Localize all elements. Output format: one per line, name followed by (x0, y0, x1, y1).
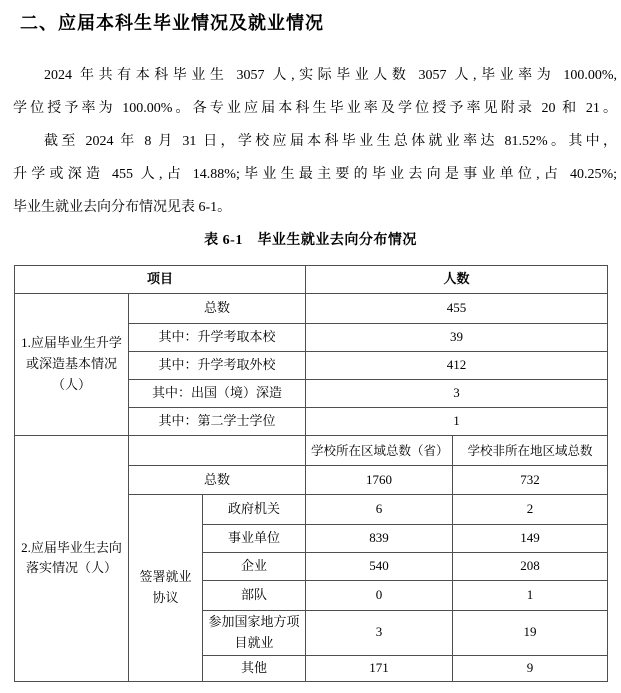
row-label: 其中：升学考取本校 (129, 324, 306, 352)
row-value-local: 540 (306, 553, 453, 581)
subheader-nonlocal: 学校非所在地区域总数 (453, 436, 608, 466)
empty-cell (129, 436, 306, 466)
section1-label: 1.应届毕业生升学或深造基本情况（人） (15, 294, 129, 436)
row-label: 其中：第二学士学位 (129, 408, 306, 436)
paragraph-line: 学位授予率为 100.00%。各专业应届本科生毕业率及学位授予率见附录 20 和 21。 (13, 101, 617, 116)
row-label: 参加国家地方项目就业 (203, 611, 306, 656)
row-label: 其中：出国（境）深造 (129, 380, 306, 408)
employment-table (14, 265, 608, 682)
row-value: 412 (306, 352, 608, 380)
row-label: 企业 (203, 553, 306, 581)
header-count: 人数 (306, 266, 608, 294)
paragraph-line: 毕业生就业去向分布情况见表 6-1。 (13, 200, 232, 215)
subheader-local: 学校所在区域总数（省） (306, 436, 453, 466)
row-label: 总数 (129, 466, 306, 495)
paragraph-line: 升学或深造 455 人,占 14.88%;毕业生最主要的毕业去向是事业单位,占 40.25%; (13, 167, 617, 182)
body-text (13, 59, 617, 224)
section2-label: 2.应届毕业生去向落实情况（人） (15, 436, 129, 682)
row-value-nonlocal: 9 (453, 655, 608, 681)
row-value: 3 (306, 380, 608, 408)
row-value-local: 3 (306, 611, 453, 656)
table-row (15, 294, 608, 324)
row-label: 部队 (203, 581, 306, 611)
row-label: 政府机关 (203, 495, 306, 525)
row-label: 总数 (129, 294, 306, 324)
table-header-row (15, 266, 608, 294)
page-title: 二、应届本科生毕业情况及就业情况 (20, 13, 324, 33)
row-value-local: 171 (306, 655, 453, 681)
group-label: 签署就业协议 (129, 495, 203, 682)
row-value-nonlocal: 732 (453, 466, 608, 495)
row-value-nonlocal: 2 (453, 495, 608, 525)
row-value-local: 839 (306, 525, 453, 553)
table-caption: 表 6-1 毕业生就业去向分布情况 (204, 233, 417, 248)
header-project: 项目 (15, 266, 306, 294)
row-value-nonlocal: 208 (453, 553, 608, 581)
paragraph-line: 2024 年共有本科毕业生 3057 人,实际毕业人数 3057 人,毕业率为 100.00%, (44, 68, 617, 83)
row-value: 1 (306, 408, 608, 436)
row-value-nonlocal: 149 (453, 525, 608, 553)
paragraph-line: 截至 2024 年 8 月 31 日，学校应届本科毕业生总体就业率达 81.52%。其中， (44, 134, 617, 149)
row-label: 其他 (203, 655, 306, 681)
row-value: 455 (306, 294, 608, 324)
row-label: 其中：升学考取外校 (129, 352, 306, 380)
table-subheader-row (15, 436, 608, 466)
row-value-nonlocal: 19 (453, 611, 608, 656)
row-value-local: 1760 (306, 466, 453, 495)
row-label: 事业单位 (203, 525, 306, 553)
row-value: 39 (306, 324, 608, 352)
row-value-local: 0 (306, 581, 453, 611)
row-value-nonlocal: 1 (453, 581, 608, 611)
row-value-local: 6 (306, 495, 453, 525)
